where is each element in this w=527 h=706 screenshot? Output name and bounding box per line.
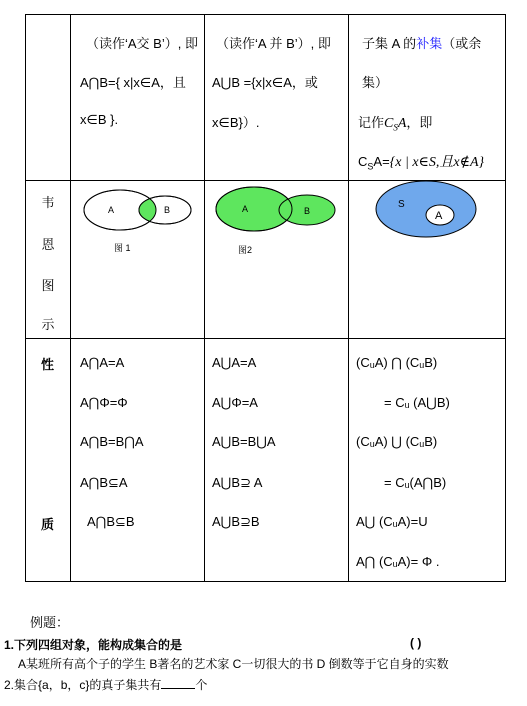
- def-intersection-line1: （读作‘A交 B’）, 即: [86, 36, 198, 51]
- complement-term: 补集: [416, 36, 443, 51]
- formula-eq: A=: [373, 154, 390, 169]
- formula-c: C: [358, 154, 368, 169]
- notation-suffix: ，即: [406, 115, 433, 130]
- property-item: A⋃ (CᵤA)=U: [356, 514, 428, 529]
- property-item: A⋂Φ=Φ: [80, 395, 128, 410]
- venn1-label-b: B: [164, 205, 171, 215]
- property-item: (CᵤA) ⋃ (CᵤB): [356, 434, 438, 449]
- property-item: A⋂B⊆A: [80, 475, 128, 490]
- property-item: (CᵤA) ⋂ (CᵤB): [356, 355, 438, 370]
- def-complement-line4: [358, 151, 484, 172]
- formula-set: {x | x∈S,且x∉A}: [389, 155, 485, 170]
- question-1: 1.下列四组对象，能构成集合的是: [4, 638, 183, 652]
- venn3-label-a: A: [435, 210, 443, 222]
- def-complement-line3: [358, 112, 432, 133]
- question-2-unit: 个: [195, 678, 208, 692]
- def-intersection-line2: A⋂B={ x|x∈A，且: [80, 75, 186, 90]
- property-item: A⋃Φ=A: [212, 395, 258, 410]
- venn-label-char-1: 韦: [41, 195, 55, 210]
- def-intersection-line3: x∈B }.: [80, 112, 119, 127]
- property-item: = Cᵤ(A⋂B): [384, 475, 447, 490]
- notation-c: C: [384, 116, 394, 131]
- question-2-text: 2.集合{a，b，c}的真子集共有: [4, 678, 162, 692]
- venn1-label-a: A: [108, 205, 115, 215]
- question-2-answer-blank[interactable]: [161, 677, 195, 689]
- notation-a: A: [397, 116, 407, 131]
- venn-intersection-diagram: [80, 185, 200, 257]
- def-union-line1: （读作‘A 并 B’）, 即: [216, 36, 331, 51]
- formula-sub: S: [367, 161, 374, 172]
- venn-label-char-3: 图: [41, 278, 55, 293]
- def-complement-line2: 集）: [362, 75, 389, 90]
- property-item: A⋂A=A: [80, 355, 125, 370]
- property-label-char-2: 质: [41, 517, 55, 532]
- notation-sub: S: [393, 122, 398, 133]
- property-item: A⋃B=B⋃A: [212, 434, 276, 449]
- property-item: A⋂B=B⋂A: [80, 434, 144, 449]
- question-1-options: A某班所有高个子的学生 B著名的艺术家 C一切很大的书 D 倒数等于它自身的实数: [18, 657, 449, 671]
- def-complement-line1: [362, 33, 481, 52]
- question-1-answer-blank[interactable]: ( ): [410, 636, 422, 650]
- property-item: A⋂ (CᵤA)= Φ .: [356, 554, 440, 569]
- def-union-line3: x∈B}）.: [212, 115, 260, 130]
- property-item: = Cᵤ (A⋃B): [384, 395, 450, 410]
- venn2-caption: 图2: [238, 245, 253, 255]
- def-union-line2: A⋃B ={x|x∈A，或: [212, 75, 318, 90]
- venn2-label-b: B: [304, 206, 311, 216]
- def-complement-text: 子集 A 的: [362, 36, 417, 51]
- property-item: A⋃A=A: [212, 355, 257, 370]
- property-label-char-1: 性: [41, 357, 55, 372]
- examples-heading: 例题：: [30, 615, 70, 630]
- venn2-label-a: A: [242, 204, 249, 214]
- venn-label-char-2: 恩: [41, 237, 55, 252]
- venn-complement-diagram: [372, 180, 484, 240]
- venn-union-diagram: [212, 185, 342, 257]
- universal-set-ellipse: [376, 181, 476, 237]
- property-item: A⋂B⊆B: [87, 514, 135, 529]
- notation-label: 记作: [358, 115, 385, 130]
- venn-label-char-4: 示: [41, 317, 55, 332]
- def-complement-text-2: （或余: [442, 36, 482, 51]
- property-item: A⋃B⊇ A: [212, 475, 263, 490]
- venn1-caption: 图 1: [114, 243, 131, 253]
- venn3-label-s: S: [398, 199, 405, 210]
- question-2: [4, 676, 207, 693]
- property-item: A⋃B⊇B: [212, 514, 260, 529]
